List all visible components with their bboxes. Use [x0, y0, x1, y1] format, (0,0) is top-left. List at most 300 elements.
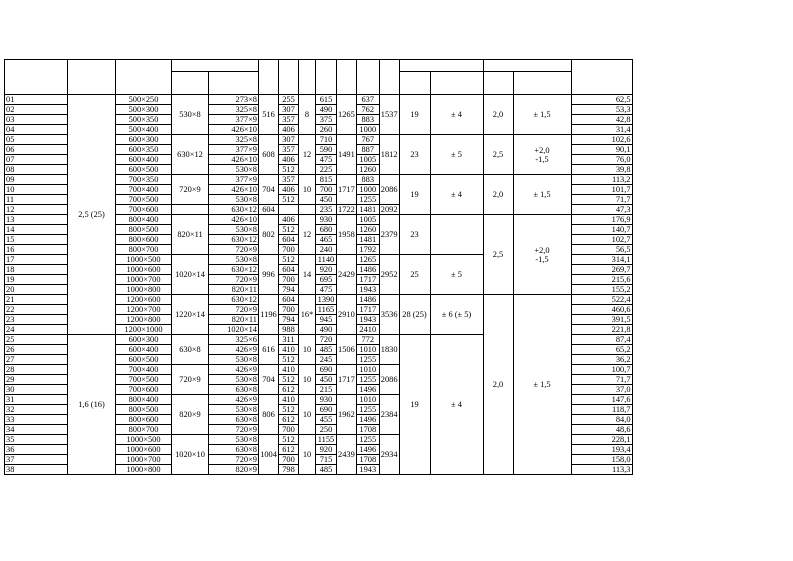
dv-cell: 604 [279, 265, 299, 275]
nominal-cell: 1000×800 [116, 285, 172, 295]
dn-s2-cell: 530×8 [209, 405, 259, 415]
mass-cell: 65,2 [571, 345, 632, 355]
B-cell: 2934 [379, 435, 399, 475]
designation-cell: 09 [5, 175, 68, 185]
dn-s2-cell: 630×8 [209, 415, 259, 425]
table-body [5, 95, 633, 475]
dv-cell: 604 [279, 235, 299, 245]
dn-s2-cell: 377×9 [209, 115, 259, 125]
dn-s1-cell: 720×9 [172, 175, 209, 205]
R-cell: 1722 [338, 205, 355, 214]
mass-cell: 147,6 [571, 395, 632, 405]
R1-cell: 1255 [356, 375, 379, 385]
col-Dv [259, 60, 279, 95]
R-cell: 2429 [337, 255, 357, 295]
dn-s2-cell: 820×11 [209, 285, 259, 295]
R1-cell: 1486 [356, 295, 379, 305]
designation-cell: 16 [5, 245, 68, 255]
dv-cell: 794 [279, 315, 299, 325]
L-cell: 930 [316, 395, 337, 405]
designation-cell: 28 [5, 365, 68, 375]
L-cell: 250 [316, 425, 337, 435]
dv-cell: 307 [279, 105, 299, 115]
L-cell: 260 [316, 125, 337, 135]
col-S [299, 60, 316, 95]
R-cell: 1506 [337, 335, 357, 365]
R1-cell: 1708 [356, 455, 379, 465]
dn-s2-cell: 426×10 [209, 155, 259, 165]
mass-cell: 42,8 [571, 115, 632, 125]
R1-cell: 1481 [356, 235, 379, 245]
dv-cell: 794 [279, 285, 299, 295]
g-deviation-cell: ± 1,5 [513, 295, 571, 475]
B-cell: 1537 [379, 95, 399, 135]
S-cell: 12 [299, 215, 316, 255]
e-nominal-cell: 19 [399, 175, 430, 215]
L-cell: 245 [316, 355, 337, 365]
S-cell: 10 [299, 365, 316, 395]
R-cell: 1958 [337, 215, 357, 255]
mass-cell: 37,0 [571, 385, 632, 395]
L-cell: 490 [316, 325, 337, 335]
R1-cell: 1943 [356, 315, 379, 325]
mass-cell: 391,5 [571, 315, 632, 325]
R1-cell: 1255 [356, 435, 379, 445]
designation-cell: 23 [5, 315, 68, 325]
L-cell: 450 [316, 375, 337, 385]
R1-cell: 1943 [356, 285, 379, 295]
e-deviation-cell: ± 5 [430, 255, 483, 295]
col-dn-s1 [172, 72, 209, 95]
mass-cell: 193,4 [571, 445, 632, 455]
mass-cell: 100,7 [571, 365, 632, 375]
mass-cell: 84,0 [571, 415, 632, 425]
dv-cell: 311 [279, 335, 299, 345]
R1-cell: 1265 [356, 255, 379, 265]
dv-cell: 406 [279, 185, 299, 195]
B-cell: 2092 [380, 205, 398, 214]
dn-s2-cell: 426×10 [209, 125, 259, 135]
mass-cell: 102,6 [571, 135, 632, 145]
col-pressure [68, 60, 116, 95]
R1-cell: 1255 [356, 195, 379, 205]
R1-cell: 883 [356, 175, 379, 185]
nominal-cell: 500×400 [116, 125, 172, 135]
mass-cell: 53,3 [571, 105, 632, 115]
S-cell: 14 [299, 255, 316, 295]
mass-cell: 71,7 [571, 375, 632, 385]
L-cell: 930 [316, 215, 337, 225]
R1-cell: 1260 [356, 225, 379, 235]
R1-cell: 1255 [356, 405, 379, 415]
L-cell: 590 [316, 145, 337, 155]
designation-cell: 08 [5, 165, 68, 175]
R-cell: 1265 [337, 95, 357, 135]
dv-cell: 406 [279, 125, 299, 135]
L-cell: 450 [316, 195, 337, 205]
designation-cell: 07 [5, 155, 68, 165]
nominal-cell: 500×300 [116, 105, 172, 115]
nominal-cell: 700×600 [116, 205, 172, 215]
dn-s2-cell: 325×6 [209, 335, 259, 345]
nominal-cell: 1200×800 [116, 315, 172, 325]
dv-cell: 512 [279, 225, 299, 235]
nominal-cell: 600×400 [116, 155, 172, 165]
L-cell: 615 [316, 95, 337, 105]
nominal-cell: 700×350 [116, 175, 172, 185]
B-cell: 3536 [379, 295, 399, 335]
e-nominal-cell: 23 [399, 215, 430, 255]
dn-s2-cell: 530×8 [209, 225, 259, 235]
mass-cell: 460,6 [571, 305, 632, 315]
designation-cell: 20 [5, 285, 68, 295]
nominal-cell: 800×400 [116, 215, 172, 225]
B-cell: 2086 [379, 175, 399, 205]
g-deviation-cell: +2,0 -1,5 [513, 135, 571, 175]
mass-cell: 522,4 [571, 295, 632, 305]
R1-cell: 1010 [356, 345, 379, 355]
dn-s2-cell: 630×12 [209, 265, 259, 275]
e-deviation-cell: ± 4 [430, 95, 483, 135]
B-cell: 1812 [379, 135, 399, 175]
g-deviation-cell: ± 1,5 [513, 95, 571, 135]
S-cell: 8 [299, 95, 316, 135]
nominal-cell: 1000×700 [116, 275, 172, 285]
nominal-cell: 800×400 [116, 395, 172, 405]
dn-s2-cell: 530×8 [209, 375, 259, 385]
dn-s2-cell: 530×8 [209, 165, 259, 175]
dv-cell: 612 [279, 415, 299, 425]
S-cell: 10 [299, 435, 316, 475]
R-cell: 1962 [337, 395, 357, 435]
L-cell: 920 [316, 265, 337, 275]
nominal-cell: 800×700 [116, 245, 172, 255]
nominal-cell: 800×600 [116, 235, 172, 245]
nominal-cell: 800×500 [116, 405, 172, 415]
R1-cell: 1717 [356, 275, 379, 285]
dn-s2-cell: 720×9 [209, 455, 259, 465]
designation-cell: 27 [5, 355, 68, 365]
dv-cell [279, 205, 299, 215]
dimensions-table [4, 59, 633, 475]
mass-cell: 87,4 [571, 335, 632, 345]
dn-s2-cell: 630×8 [209, 385, 259, 395]
R-cell: 2910 [337, 295, 357, 335]
R1-cell: 1000 [356, 125, 379, 135]
R1-cell: 883 [356, 115, 379, 125]
R1-cell: 1010 [356, 365, 379, 375]
dn-s2-cell: 630×8 [209, 445, 259, 455]
L-cell: 695 [316, 275, 337, 285]
dn-s2-cell: 530×8 [209, 435, 259, 445]
S-cell: 10 [299, 335, 316, 365]
Dv-cell: 704 [259, 175, 279, 205]
dn-s1-cell: 720×9 [172, 365, 209, 395]
dn-s1-cell: 1020×14 [172, 255, 209, 295]
dn-s1-cell: 820×9 [172, 395, 209, 435]
dn-s2-cell: 630×12 [209, 235, 259, 245]
Dv-cell: 516 [259, 95, 279, 135]
dimensions-table-container [4, 59, 633, 475]
col-R [337, 60, 357, 95]
designation-cell: 01 [5, 95, 68, 105]
e-deviation-cell [430, 215, 483, 255]
nominal-cell: 1000×600 [116, 265, 172, 275]
mass-cell: 221,8 [571, 325, 632, 335]
designation-cell: 06 [5, 145, 68, 155]
dv-cell: 512 [279, 165, 299, 175]
R1-cell: 772 [356, 335, 379, 345]
pressure-cell: 2,5 (25) [68, 95, 116, 335]
designation-cell: 31 [5, 395, 68, 405]
table-row [5, 95, 633, 105]
R1-cell: 1496 [356, 415, 379, 425]
R1-cell: 1792 [356, 245, 379, 255]
e-deviation-cell: ± 4 [430, 175, 483, 215]
g-deviation-cell: +2,0 -1,5 [513, 215, 571, 295]
dv-cell: 700 [279, 245, 299, 255]
designation-cell: 17 [5, 255, 68, 265]
dn-s2-cell: 426×10 [209, 185, 259, 195]
nominal-cell: 1200×1000 [116, 325, 172, 335]
R1-cell: 1010 [356, 395, 379, 405]
L-cell: 475 [316, 155, 337, 165]
dv-cell: 357 [279, 145, 299, 155]
dv-cell: 410 [279, 365, 299, 375]
col-R1 [356, 60, 379, 95]
B-cell: 2086 [379, 365, 399, 395]
L-cell: 225 [316, 165, 337, 175]
mass-cell: 113,2 [571, 175, 632, 185]
L-cell: 700 [316, 185, 337, 195]
Dv-cell: 996 [259, 255, 279, 295]
nominal-cell: 1200×700 [116, 305, 172, 315]
dn-s2-cell: 530×8 [209, 195, 259, 205]
mass-cell: 39,8 [571, 165, 632, 175]
dv-cell: 512 [279, 405, 299, 415]
R-cell: 2439 [337, 435, 357, 475]
col-mass [571, 60, 632, 95]
B-cell: 1830 [379, 335, 399, 365]
S-cell [299, 205, 316, 215]
L-cell: 465 [316, 235, 337, 245]
designation-cell: 03 [5, 115, 68, 125]
e-nominal-cell: 25 [399, 255, 430, 295]
nominal-cell: 600×400 [116, 345, 172, 355]
designation-cell: 05 [5, 135, 68, 145]
Dv-cell: 806 [259, 395, 279, 435]
L-cell: 455 [316, 415, 337, 425]
g-nominal-cell: 2,0 [483, 175, 513, 215]
dv-cell: 700 [279, 305, 299, 315]
dv-cell: 410 [279, 345, 299, 355]
designation-cell: 19 [5, 275, 68, 285]
mass-cell: 76,0 [571, 155, 632, 165]
dv-cell: 512 [279, 375, 299, 385]
e-nominal-cell: 19 [399, 95, 430, 135]
col-connected [172, 60, 259, 72]
nominal-cell: 500×350 [116, 115, 172, 125]
dv-cell: 604 [279, 295, 299, 305]
dn-s2-cell: 426×10 [209, 215, 259, 225]
dv-cell: 357 [279, 175, 299, 185]
designation-cell: 18 [5, 265, 68, 275]
L-cell: 1390 [316, 295, 337, 305]
Dv-cell: 604 [259, 205, 279, 215]
S-cell: 10 [299, 175, 316, 205]
L-cell: 235 [316, 205, 337, 215]
designation-cell: 13 [5, 215, 68, 225]
nominal-cell: 1000×800 [116, 465, 172, 475]
mass-cell: 215,6 [571, 275, 632, 285]
designation-cell: 25 [5, 335, 68, 345]
dv-cell: 512 [279, 355, 299, 365]
dn-s1-cell: 1020×10 [172, 435, 209, 475]
dn-s2-cell: 720×9 [209, 275, 259, 285]
nominal-cell: 600×300 [116, 135, 172, 145]
nominal-cell: 1200×600 [116, 295, 172, 305]
designation-cell: 04 [5, 125, 68, 135]
R-cell: 1717 [337, 365, 357, 395]
dn-s1-cell: 630×8 [172, 335, 209, 365]
L-cell: 720 [316, 335, 337, 345]
nominal-cell: 800×700 [116, 425, 172, 435]
R1-cell: 1260 [356, 165, 379, 175]
dv-cell: 700 [279, 275, 299, 285]
dv-cell: 512 [279, 255, 299, 265]
mass-cell: 155,2 [571, 285, 632, 295]
mass-cell: 101,7 [571, 185, 632, 195]
Dv-cell: 704 [259, 365, 279, 395]
nominal-cell: 800×500 [116, 225, 172, 235]
dn-s2-cell: 377×9 [209, 175, 259, 185]
col-g-nom [483, 72, 513, 95]
nominal-cell: 600×300 [116, 335, 172, 345]
col-dn-s2 [209, 72, 259, 95]
col-e [399, 60, 483, 72]
nominal-cell: 700×500 [116, 195, 172, 205]
Dv-cell: 616 [259, 335, 279, 365]
Dv-cell: 1196 [259, 295, 279, 335]
Dv-cell: 608 [259, 135, 279, 175]
nominal-cell: 1000×500 [116, 435, 172, 445]
R1-cell: 1481 [356, 205, 379, 215]
designation-cell: 35 [5, 435, 68, 445]
dn-s2-cell: 720×9 [209, 305, 259, 315]
R1-cell: 1708 [356, 425, 379, 435]
g-nominal-cell: 2,5 [483, 135, 513, 175]
L-cell: 1155 [316, 435, 337, 445]
mass-cell: 314,1 [571, 255, 632, 265]
R1-cell: 1943 [356, 465, 379, 475]
col-e-dev [430, 72, 483, 95]
dv-cell: 255 [279, 95, 299, 105]
dn-s2-cell: 630×12 [209, 205, 259, 215]
R1-cell: 762 [356, 105, 379, 115]
L-cell: 715 [316, 455, 337, 465]
designation-cell: 30 [5, 385, 68, 395]
mass-cell: 118,7 [571, 405, 632, 415]
designation-cell: 02 [5, 105, 68, 115]
designation-cell: 15 [5, 235, 68, 245]
dn-s2-cell: 1020×14 [209, 325, 259, 335]
col-designation [5, 60, 68, 95]
dv-cell: 410 [279, 395, 299, 405]
nominal-cell: 500×250 [116, 95, 172, 105]
mass-cell: 228,1 [571, 435, 632, 445]
designation-cell: 33 [5, 415, 68, 425]
R1-cell: 637 [356, 95, 379, 105]
dn-s2-cell: 720×9 [209, 245, 259, 255]
designation-cell: 14 [5, 225, 68, 235]
L-cell: 485 [316, 465, 337, 475]
L-cell: 1140 [316, 255, 337, 265]
mass-cell: 36,2 [571, 355, 632, 365]
col-g-dev [513, 72, 571, 95]
R1-cell: 1717 [356, 305, 379, 315]
col-B [379, 60, 399, 95]
Dv-cell: 802 [259, 215, 279, 255]
L-cell: 690 [316, 405, 337, 415]
dn-s2-cell: 820×11 [209, 315, 259, 325]
R-cell: 1491 [337, 135, 357, 175]
R1-cell: 1000 [356, 185, 379, 195]
dn-s2-cell: 273×8 [209, 95, 259, 105]
L-cell: 815 [316, 175, 337, 185]
L-cell: 945 [316, 315, 337, 325]
dn-s1-cell: 820×11 [172, 215, 209, 255]
dv-cell: 406 [279, 155, 299, 165]
dn-s2-cell: 530×8 [209, 255, 259, 265]
B-cell: 2384 [379, 395, 399, 435]
S-cell: 10 [299, 395, 316, 435]
e-deviation-cell: ± 5 [430, 135, 483, 175]
S-cell: 12 [299, 135, 316, 175]
dn-s1-cell: 530×8 [172, 95, 209, 135]
S-cell: 16* [299, 295, 316, 335]
nominal-cell: 600×500 [116, 355, 172, 365]
mass-cell: 158,0 [571, 455, 632, 465]
L-cell: 240 [316, 245, 337, 255]
dv-cell: 700 [279, 425, 299, 435]
L-cell: 475 [316, 285, 337, 295]
col-dv [279, 60, 299, 95]
col-g [483, 60, 571, 72]
mass-cell: 62,5 [571, 95, 632, 105]
R1-cell: 2410 [356, 325, 379, 335]
designation-cell: 22 [5, 305, 68, 315]
dn-s1-cell: 630×12 [172, 135, 209, 175]
mass-cell: 48,6 [571, 425, 632, 435]
g-nominal-cell: 2,0 [483, 95, 513, 135]
R1-cell: 1486 [356, 265, 379, 275]
dv-cell: 357 [279, 115, 299, 125]
mass-cell: 47,3 [571, 205, 632, 215]
nominal-cell: 600×350 [116, 145, 172, 155]
dn-s1-cell: 1220×14 [172, 295, 209, 335]
L-cell: 690 [316, 365, 337, 375]
dn-s2-cell: 426×9 [209, 365, 259, 375]
dv-cell: 406 [279, 215, 299, 225]
nominal-cell: 800×600 [116, 415, 172, 425]
designation-cell: 29 [5, 375, 68, 385]
nominal-cell: 700×400 [116, 185, 172, 195]
L-cell: 920 [316, 445, 337, 455]
dv-cell: 612 [279, 445, 299, 455]
R1-cell: 767 [356, 135, 379, 145]
e-nominal-cell: 23 [399, 135, 430, 175]
designation-cell: 12 [5, 205, 68, 215]
